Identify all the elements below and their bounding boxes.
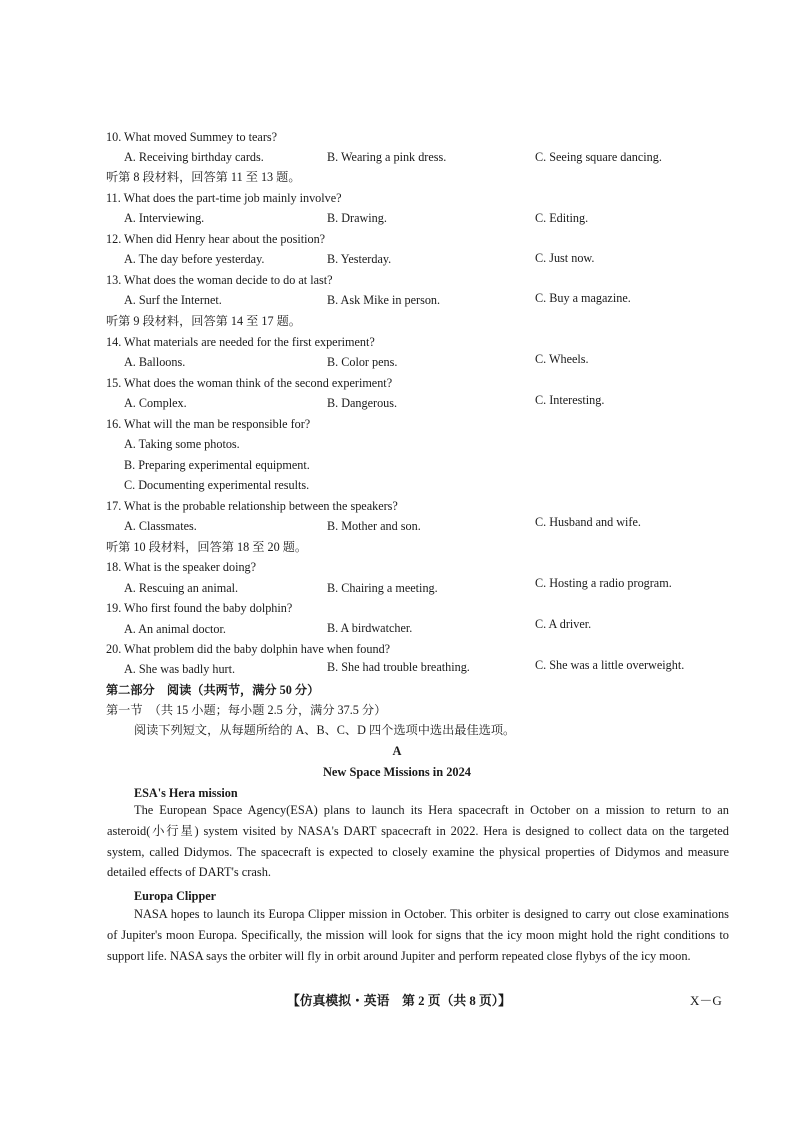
question-20-option-c: C. She was a little overweight. [535, 658, 685, 672]
question-16-stem: 16. What will the man be responsible for? [106, 417, 311, 431]
question-13-option-a: A. Surf the Internet. [124, 293, 222, 307]
paragraph-europa: NASA hopes to launch its Europa Clipper mission in October. This orbiter is designed to carry out close examinations of Jupiter's moon Europa. Specifically, the mission will look for signs that the icy moon might hold the right conditions to support life. NASA says the orbiter will fly in orbit around Jupiter and perform repeated close flybys of the icy moon. [107, 907, 729, 963]
question-18-option-c: C. Hosting a radio program. [535, 576, 672, 590]
question-14-option-b: B. Color pens. [327, 355, 398, 369]
question-13-option-c: C. Buy a magazine. [535, 291, 631, 305]
paper-code: X－G [690, 993, 722, 1008]
question-17-option-b: B. Mother and son. [327, 519, 421, 533]
question-14-stem: 14. What materials are needed for the first experiment? [106, 335, 375, 349]
question-15-option-a: A. Complex. [124, 396, 187, 410]
question-18-stem: 18. What is the speaker doing? [106, 560, 257, 574]
question-20-option-a: A. She was badly hurt. [124, 662, 236, 676]
question-11-stem: 11. What does the part-time job mainly involve? [106, 191, 342, 205]
passage-letter: A [392, 744, 402, 758]
question-14-option-a: A. Balloons. [124, 355, 186, 369]
question-20-option-b: B. She had trouble breathing. [327, 660, 470, 674]
question-17-option-a: A. Classmates. [124, 519, 197, 533]
listening-note-10: 听第 10 段材料，回答第 18 至 20 题。 [106, 540, 308, 554]
question-19-option-c: C. A driver. [535, 617, 592, 631]
question-16-option-c: C. Documenting experimental results. [124, 478, 310, 492]
part-two-title: 第二部分 阅读（共两节，满分 50 分） [106, 683, 320, 697]
subheading-hera: ESA's Hera mission [134, 786, 238, 800]
question-13-stem: 13. What does the woman decide to do at last? [106, 273, 333, 287]
question-17-stem: 17. What is the probable relationship between the speakers? [106, 499, 398, 513]
question-15-stem: 15. What does the woman think of the second experiment? [106, 376, 393, 390]
question-19-option-b: B. A birdwatcher. [327, 621, 413, 635]
question-19-stem: 19. Who first found the baby dolphin? [106, 601, 293, 615]
question-16-option-b: B. Preparing experimental equipment. [124, 458, 310, 472]
question-10-option-b: B. Wearing a pink dress. [327, 150, 447, 164]
question-15-option-b: B. Dangerous. [327, 396, 398, 410]
reading-instruction: 阅读下列短文，从每题所给的 A、B、C、D 四个选项中选出最佳选项。 [134, 723, 516, 737]
question-20-stem: 20. What problem did the baby dolphin have when found? [106, 642, 391, 656]
question-18-option-b: B. Chairing a meeting. [327, 581, 438, 595]
question-13-option-b: B. Ask Mike in person. [327, 293, 441, 307]
paragraph-hera: The European Space Agency(ESA) plans to launch its Hera spacecraft in October on a mission to return to an asteroid(小行星) system visited by NASA's DART spacecraft in 2022. Hera is designed to collect data on the targeted system, called Didymos. The spacecraft is expected to closely examine the physical properties of Didymos and measure detailed effects of DART's crash. [107, 803, 729, 880]
listening-note-9: 听第 9 段材料，回答第 14 至 17 题。 [106, 314, 301, 328]
page-footer: 【仿真模拟・英语 第 2 页（共 8 页）】 [287, 994, 511, 1008]
question-16-option-a: A. Taking some photos. [124, 437, 240, 451]
listening-note-8: 听第 8 段材料，回答第 11 至 13 题。 [106, 170, 301, 184]
question-12-option-a: A. The day before yesterday. [124, 252, 265, 266]
question-12-option-c: C. Just now. [535, 251, 595, 265]
passage-title: New Space Missions in 2024 [322, 765, 471, 779]
subheading-europa: Europa Clipper [134, 889, 217, 903]
question-18-option-a: A. Rescuing an animal. [124, 581, 239, 595]
question-17-option-c: C. Husband and wife. [535, 515, 641, 529]
question-10-stem: 10. What moved Summey to tears? [106, 130, 278, 144]
question-12-stem: 12. When did Henry hear about the position? [106, 232, 326, 246]
question-10-option-c: C. Seeing square dancing. [535, 150, 662, 164]
question-15-option-c: C. Interesting. [535, 393, 605, 407]
question-11-option-b: B. Drawing. [327, 211, 387, 225]
section-one-title: 第一节 （共 15 小题；每小题 2.5 分，满分 37.5 分） [106, 703, 387, 717]
question-19-option-a: A. An animal doctor. [124, 622, 226, 636]
question-14-option-c: C. Wheels. [535, 352, 589, 366]
question-11-option-c: C. Editing. [535, 211, 589, 225]
question-10-option-a: A. Receiving birthday cards. [124, 150, 264, 164]
question-11-option-a: A. Interviewing. [124, 211, 205, 225]
question-12-option-b: B. Yesterday. [327, 252, 392, 266]
